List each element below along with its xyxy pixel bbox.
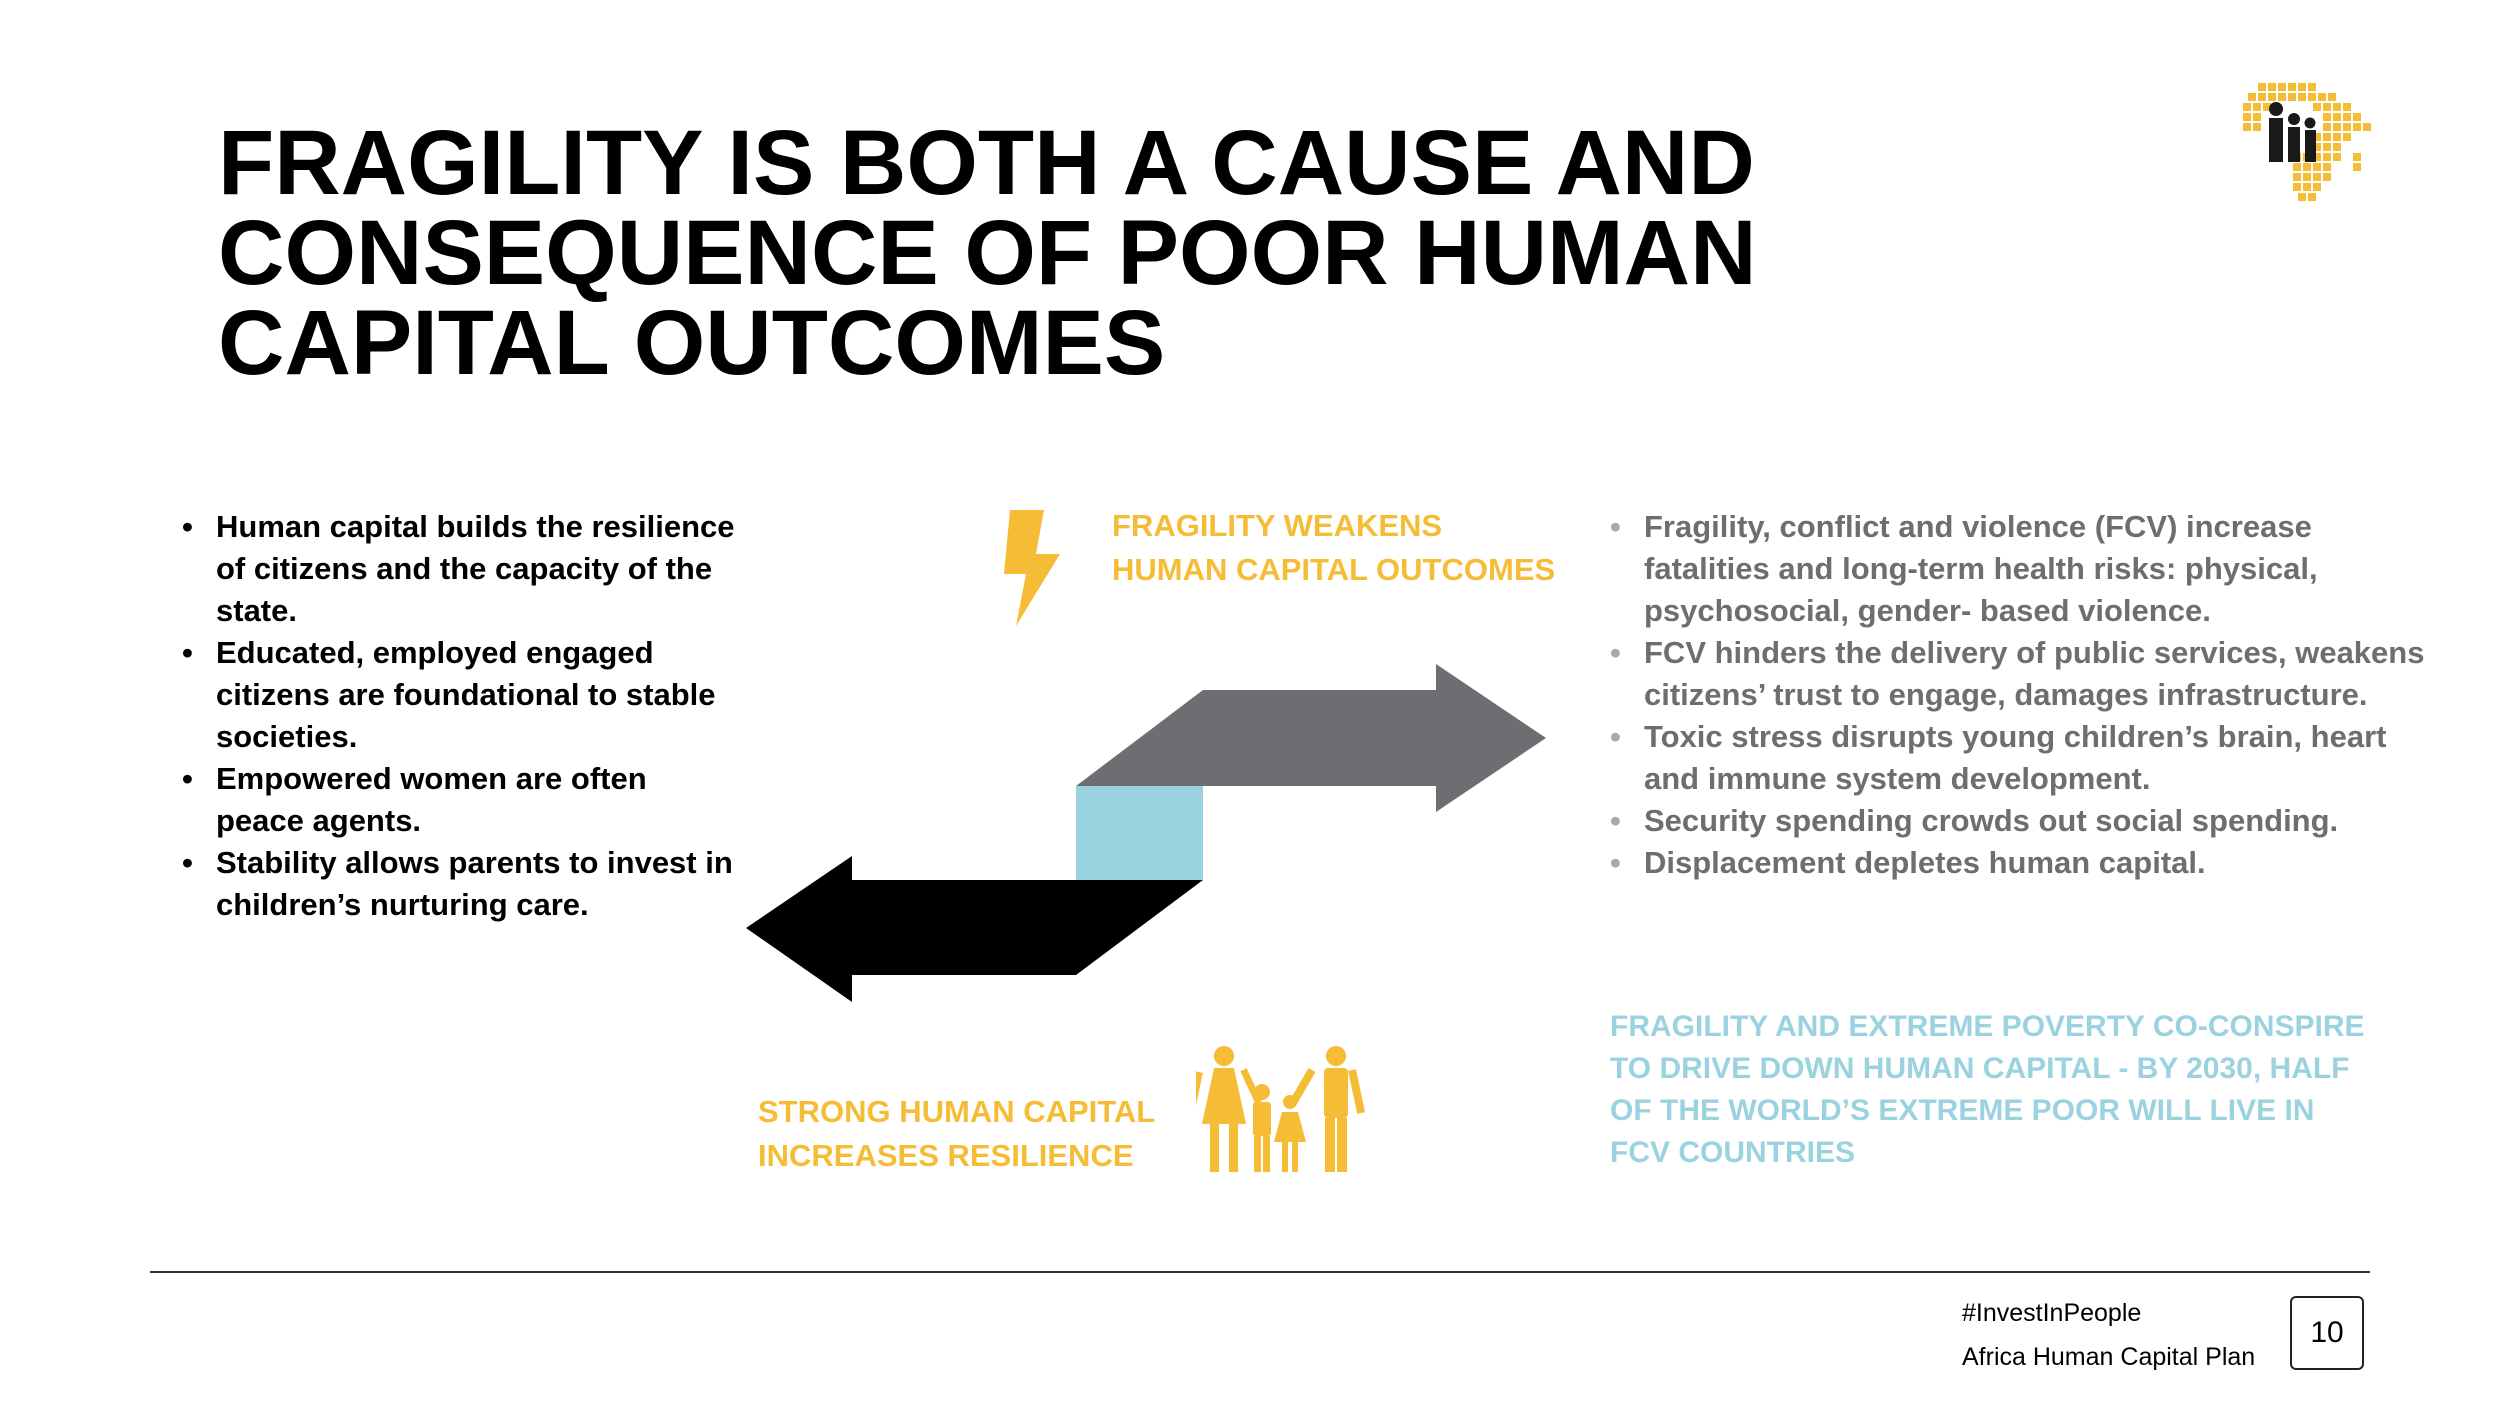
note-line: FRAGILITY AND EXTREME POVERTY CO-CONSPIRE [1610,1010,2365,1043]
list-item: • Educated, employed engaged citizens are foundational to stable societies. [178,632,738,758]
fcv-poverty-note [1610,1006,2440,1174]
list-item: • Toxic stress disrupts young children’s brain, heart and immune system development. [1606,716,2436,800]
footer-plan-name: Africa Human Capital Plan [1962,1343,2256,1371]
note-line: OF THE WORLD’S EXTREME POOR WILL LIVE IN [1610,1094,2315,1127]
list-item: • Empowered women are often peace agents. [178,758,738,842]
lightning-bolt-icon [1002,508,1064,628]
caption-line: INCREASES RESILIENCE [758,1138,1134,1173]
note-line: TO DRIVE DOWN HUMAN CAPITAL - BY 2030, HALF [1610,1052,2350,1085]
title-line: CAPITAL OUTCOMES [218,292,1166,394]
title-line: FRAGILITY IS BOTH A CAUSE AND [218,112,1755,214]
list-item: • Fragility, conflict and violence (FCV) increase fatalities and long-term health risks: physical, psychosocial, gender- based violence. [1606,506,2436,632]
family-icon [1196,1046,1366,1174]
list-item: • Displacement depletes human capital. [1606,842,2436,884]
right-bullet-list [1606,506,2436,884]
caption-line: HUMAN CAPITAL OUTCOMES [1112,552,1556,587]
list-item: • Security spending crowds out social spending. [1606,800,2436,842]
list-item: • FCV hinders the delivery of public services, weakens citizens’ trust to engage, damages infrastructure. [1606,632,2436,716]
connector-block [1076,786,1203,880]
note-line: FCV COUNTRIES [1610,1136,1856,1169]
page-number: 10 [2290,1296,2364,1370]
footer-divider [150,1271,2370,1273]
footer-hashtag: #InvestInPeople [1962,1299,2142,1327]
strong-human-capital-caption [758,1090,1155,1178]
caption-line: STRONG HUMAN CAPITAL [758,1094,1156,1129]
title-line: CONSEQUENCE OF POOR HUMAN [218,202,1757,304]
caption-line: FRAGILITY WEAKENS [1112,508,1443,543]
fragility-weakens-caption [1112,504,1555,592]
list-item: • Human capital builds the resilience of citizens and the capacity of the state. [178,506,738,632]
list-item: • Stability allows parents to invest in children’s nurturing care. [178,842,738,926]
